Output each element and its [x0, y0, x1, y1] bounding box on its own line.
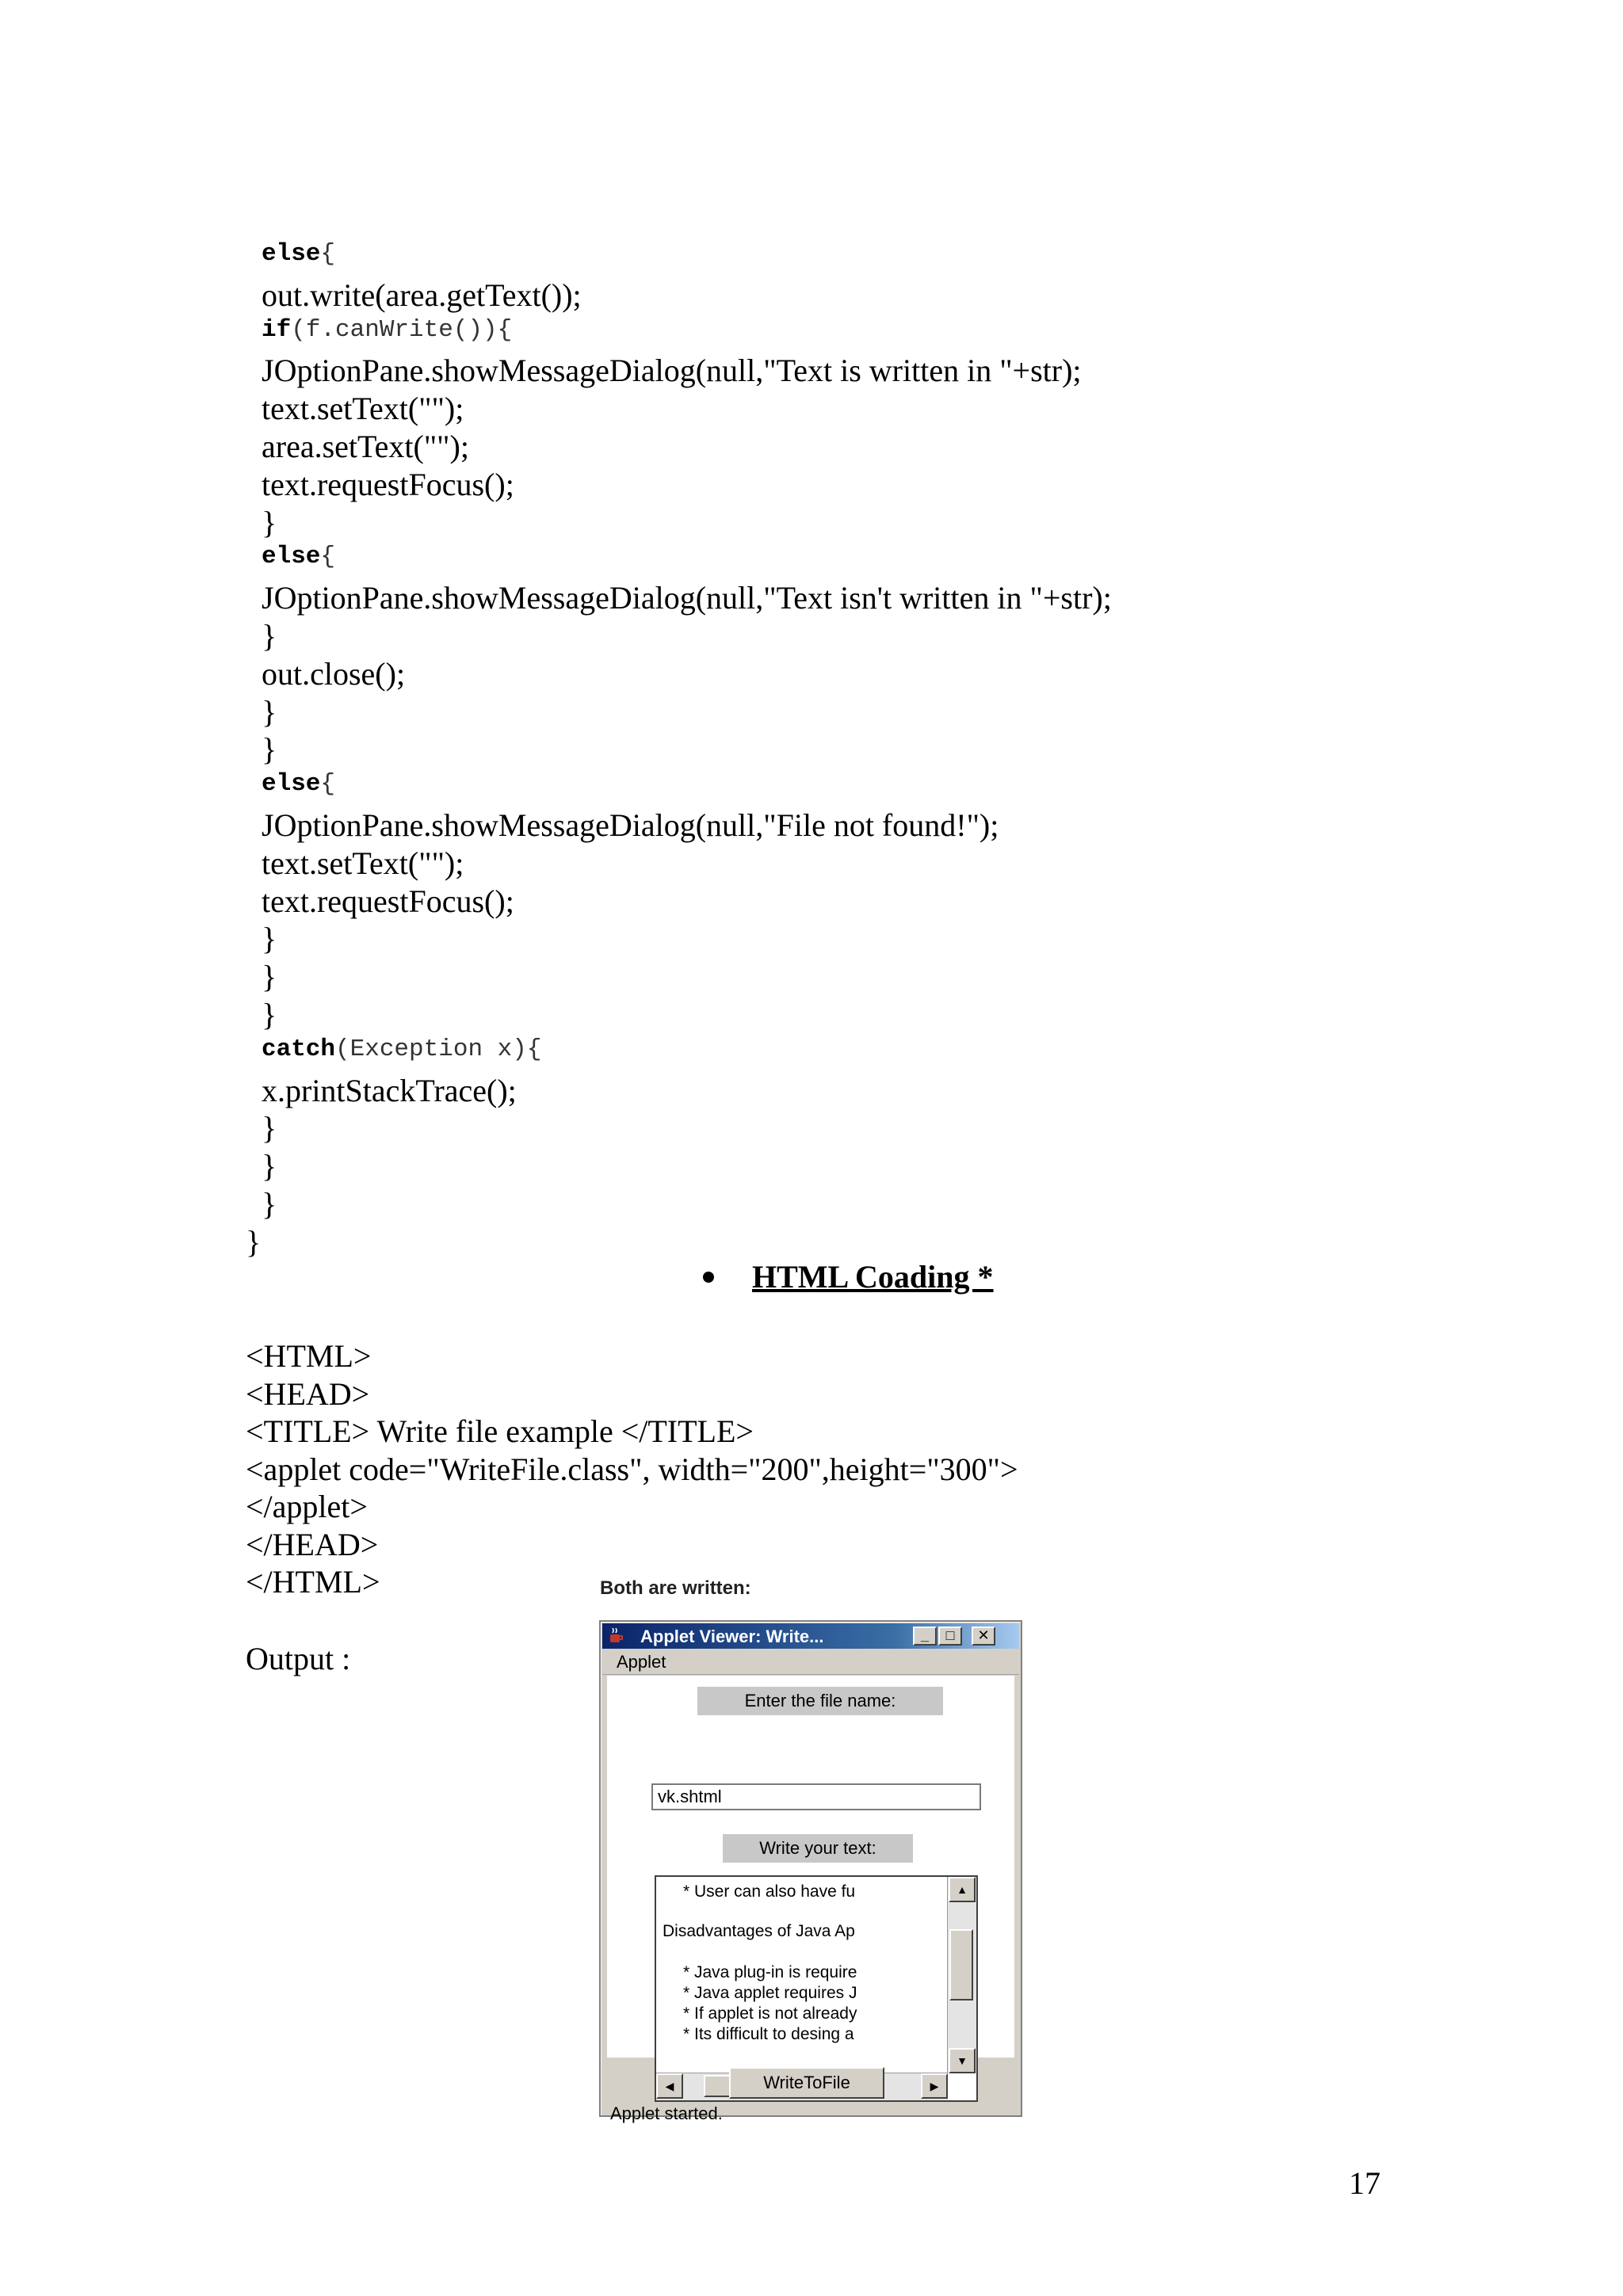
html-code-line: <TITLE> Write file example </TITLE> — [246, 1413, 754, 1449]
text-area-line: * User can also have fu — [683, 1882, 856, 1901]
status-text: Applet started. — [610, 2103, 723, 2123]
html-code-line: </applet> — [246, 1489, 368, 1524]
text-area-line: * Its difficult to desing a — [683, 2025, 854, 2043]
bullet-icon — [703, 1272, 714, 1283]
code-line: JOptionPane.showMessageDialog(null,"File not found!"); — [262, 807, 999, 843]
code-line: text.setText(""); — [262, 391, 464, 426]
code-line: } — [262, 921, 277, 956]
code-line: } — [262, 959, 277, 994]
code-line: text.requestFocus(); — [262, 883, 514, 919]
minimize-button[interactable]: _ — [913, 1627, 937, 1646]
code-line — [262, 318, 512, 342]
html-code-line: <HTML> — [246, 1338, 372, 1374]
vertical-scroll-thumb[interactable] — [949, 1929, 973, 2000]
code-line: x.printStackTrace(); — [262, 1073, 517, 1108]
applet-viewer-window — [599, 1620, 1022, 2123]
window-title: Applet Viewer: Write... — [640, 1627, 824, 1646]
scroll-down-icon[interactable]: ▼ — [949, 2048, 976, 2073]
code-line: } — [262, 997, 277, 1032]
code-line: text.requestFocus(); — [262, 467, 514, 502]
vertical-scrollbar[interactable] — [947, 1877, 976, 2073]
scroll-right-icon[interactable]: ▶ — [921, 2073, 948, 2099]
code-rest: { — [320, 770, 336, 798]
code-line: text.setText(""); — [262, 845, 464, 881]
file-name-label: Enter the file name: — [697, 1687, 943, 1715]
code-line: } — [262, 1186, 277, 1222]
text-area-line: * If applet is not already — [683, 2004, 857, 2023]
code-line: } — [262, 505, 277, 540]
code-keyword: else — [262, 770, 321, 798]
code-keyword: else — [262, 543, 321, 570]
scroll-up-icon[interactable]: ▲ — [949, 1877, 976, 1902]
scroll-left-icon[interactable]: ◀ — [656, 2073, 683, 2099]
java-cup-icon — [607, 1627, 624, 1645]
text-area-line: * Java plug-in is require — [683, 1963, 857, 1981]
page-number: 17 — [1349, 2165, 1381, 2201]
code-line: JOptionPane.showMessageDialog(null,"Text is written in "+str); — [262, 353, 1082, 388]
code-line: } — [262, 731, 277, 767]
text-area-line: * Java applet requires J — [683, 1984, 857, 2002]
code-rest: { — [320, 543, 336, 570]
code-line: out.close(); — [262, 656, 406, 692]
html-code-line: <HEAD> — [246, 1376, 370, 1412]
code-keyword: if — [262, 316, 292, 344]
code-line: } — [262, 1110, 277, 1146]
html-code-line: </HTML> — [246, 1564, 380, 1600]
file-name-input[interactable]: vk.shtml — [651, 1783, 981, 1810]
code-line: } — [262, 618, 277, 654]
code-line: } — [246, 1224, 262, 1260]
code-rest: (Exception x){ — [335, 1035, 542, 1063]
code-keyword: else — [262, 240, 321, 268]
code-line: } — [262, 1148, 277, 1184]
menu-applet[interactable]: Applet — [617, 1652, 666, 1672]
screenshot-caption: Both are written: — [600, 1577, 751, 1599]
code-line: area.setText(""); — [262, 429, 469, 464]
code-line — [262, 772, 335, 796]
html-code-line: <applet code="WriteFile.class", width="200",height="300"> — [246, 1451, 1018, 1487]
code-line: JOptionPane.showMessageDialog(null,"Text isn't written in "+str); — [262, 580, 1112, 616]
code-keyword: catch — [262, 1035, 336, 1063]
code-line: out.write(area.getText()); — [262, 277, 582, 313]
code-line — [262, 544, 335, 569]
code-line — [262, 1037, 541, 1062]
section-heading — [703, 1258, 994, 1295]
menu-bar — [602, 1650, 1019, 1675]
write-text-label: Write your text: — [723, 1834, 913, 1863]
output-label: Output : — [246, 1641, 351, 1676]
code-line — [262, 242, 335, 266]
write-to-file-button[interactable]: WriteToFile — [729, 2067, 884, 2099]
section-heading-text: HTML Coading * — [752, 1259, 994, 1295]
code-line: } — [262, 694, 277, 730]
title-bar[interactable] — [602, 1623, 1019, 1649]
code-rest: { — [320, 240, 336, 268]
close-button[interactable]: ✕ — [972, 1627, 995, 1646]
html-code-line: </HEAD> — [246, 1527, 379, 1562]
maximize-button[interactable]: □ — [938, 1627, 962, 1646]
text-area-line: Disadvantages of Java Ap — [663, 1922, 855, 1940]
code-rest: (f.canWrite()){ — [291, 316, 513, 344]
